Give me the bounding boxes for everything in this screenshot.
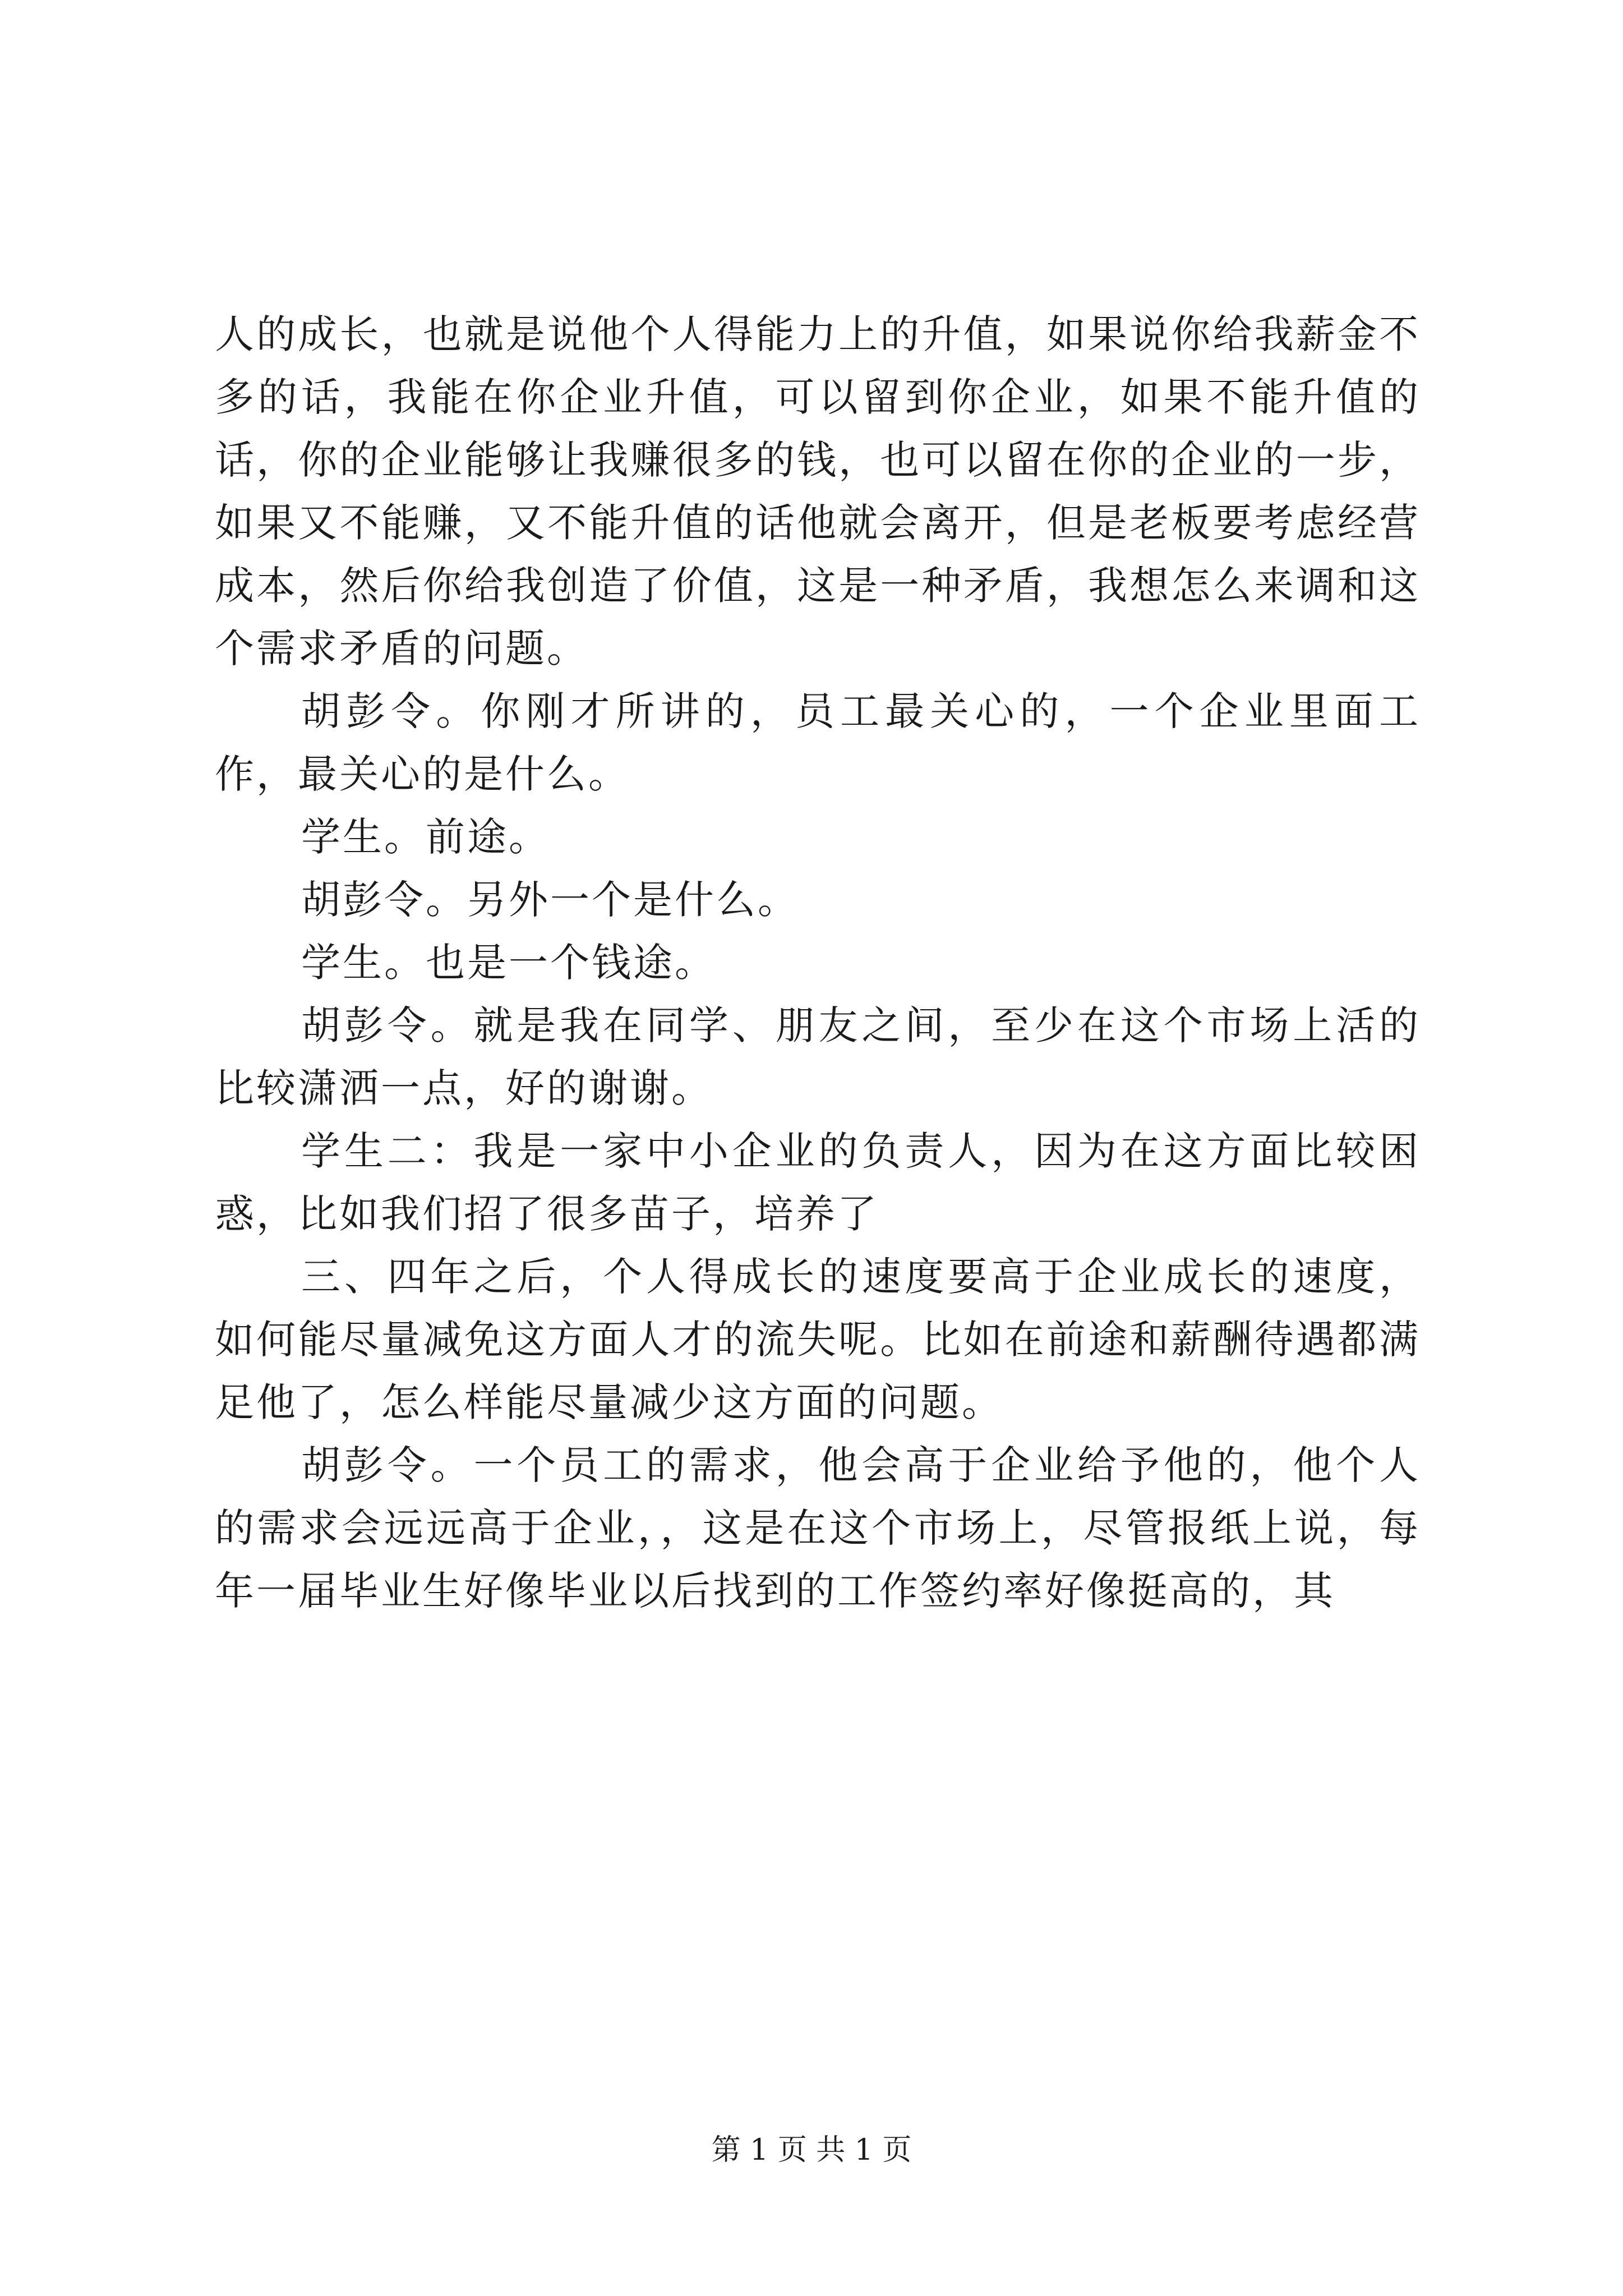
paragraph: 学生。也是一个钱途。 (301, 940, 716, 986)
paragraph: 三、四年之后，个人得成长的速度要高于企业成长的速度，如何能尽量减免这方面人才的流失呢。比如在前途和薪酬待遇都满足他了，怎么样能尽量减少这方面的问题。 (215, 1254, 1421, 1425)
paragraph: 学生。前途。 (301, 814, 550, 860)
page-footer: 第 1 页 共 1 页 (711, 2133, 912, 2167)
paragraph: 胡彭令。另外一个是什么。 (301, 877, 799, 923)
paragraph-continuation: 人的成长，也就是说他个人得能力上的升值，如果说你给我薪金不多的话，我能在你企业升值，可以留到你企业，如果不能升值的话，你的企业能够让我赚很多的钱，也可以留在你的企业的一步，如果又不能赚，又不能升值的话他就会离开，但是老板要考虑经营成本，然后你给我创造了价值，这是一种矛盾，我想怎么来调和这个需求矛盾的问题。 (215, 311, 1421, 671)
paragraph: 胡彭令。一个员工的需求，他会高于企业给予他的，他个人的需求会远远高于企业，，这是在这个市场上，尽管报纸上说，每年一届毕业生好像毕业以后找到的工作签约率好像挺高的，其 (215, 1442, 1421, 1614)
paragraph: 胡彭令。你刚才所讲的，员工最关心的，一个企业里面工作，最关心的是什么。 (215, 688, 1421, 797)
document-body (215, 303, 1421, 1622)
paragraph: 学生二：我是一家中小企业的负责人，因为在这方面比较困惑，比如我们招了很多苗子，培养了 (215, 1128, 1421, 1237)
paragraph: 胡彭令。就是我在同学、朋友之间，至少在这个市场上活的比较潇洒一点，好的谢谢。 (215, 1002, 1421, 1111)
